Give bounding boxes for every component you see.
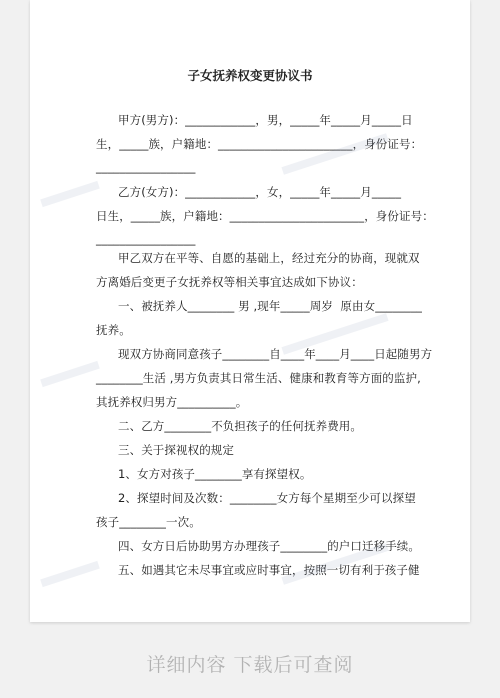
text-line: 二、乙方________不负担孩子的任何抚养费用。 (118, 419, 362, 433)
download-hint-text: 详细内容 下载后可查阅 (146, 654, 354, 676)
document-page (30, 0, 470, 622)
watermark (40, 561, 100, 587)
text-line: 日生，_____族，户籍地：_______________________，身份证号： (96, 209, 434, 223)
text-line: 方离婚后变更子女抚养权等相关事宜达成如下协议： (96, 275, 363, 289)
text-line: 甲方(男方)：____________，男，_____年_____月_____日 (118, 113, 413, 127)
text-line: 现双方协商同意孩子________自____年____月____日起随男方 (118, 347, 433, 361)
text-line: 一、被抚养人________ 男 ,现年_____周岁 原由女________ (118, 299, 423, 313)
text-line: _________________ (96, 232, 196, 246)
text-line: 乙方(女方)：____________，女，_____年_____月_____ (118, 185, 402, 199)
document-title: 子女抚养权变更协议书 (187, 68, 313, 83)
text-line: ________生活 ,男方负责其日常生活、健康和教育等方面的监护, (96, 371, 421, 385)
text-line: 四、女方日后协助男方办理孩子________的户口迁移手续。 (118, 539, 420, 553)
text-line: 抚养。 (96, 323, 131, 337)
text-line: 生，_____族，户籍地：_______________________，身份证号： (96, 137, 423, 151)
watermark (40, 181, 100, 207)
text-line: 其抚养权归男方__________。 (96, 395, 248, 409)
text-line: 甲乙双方在平等、自愿的基础上，经过充分的协商，现就双 (118, 251, 420, 265)
text-line: 2、探望时间及次数：________女方每个星期至少可以探望 (118, 491, 416, 505)
text-line: 五、如遇其它未尽事宜或应时事宜，按照一切有利于孩子健 (118, 563, 420, 577)
text-line: 三、关于探视权的规定 (118, 443, 234, 457)
text-line: _________________ (96, 160, 196, 174)
watermark (40, 361, 100, 387)
text-line: 1、女方对孩子________享有探望权。 (118, 467, 312, 481)
text-line: 孩子________一次。 (96, 515, 201, 529)
